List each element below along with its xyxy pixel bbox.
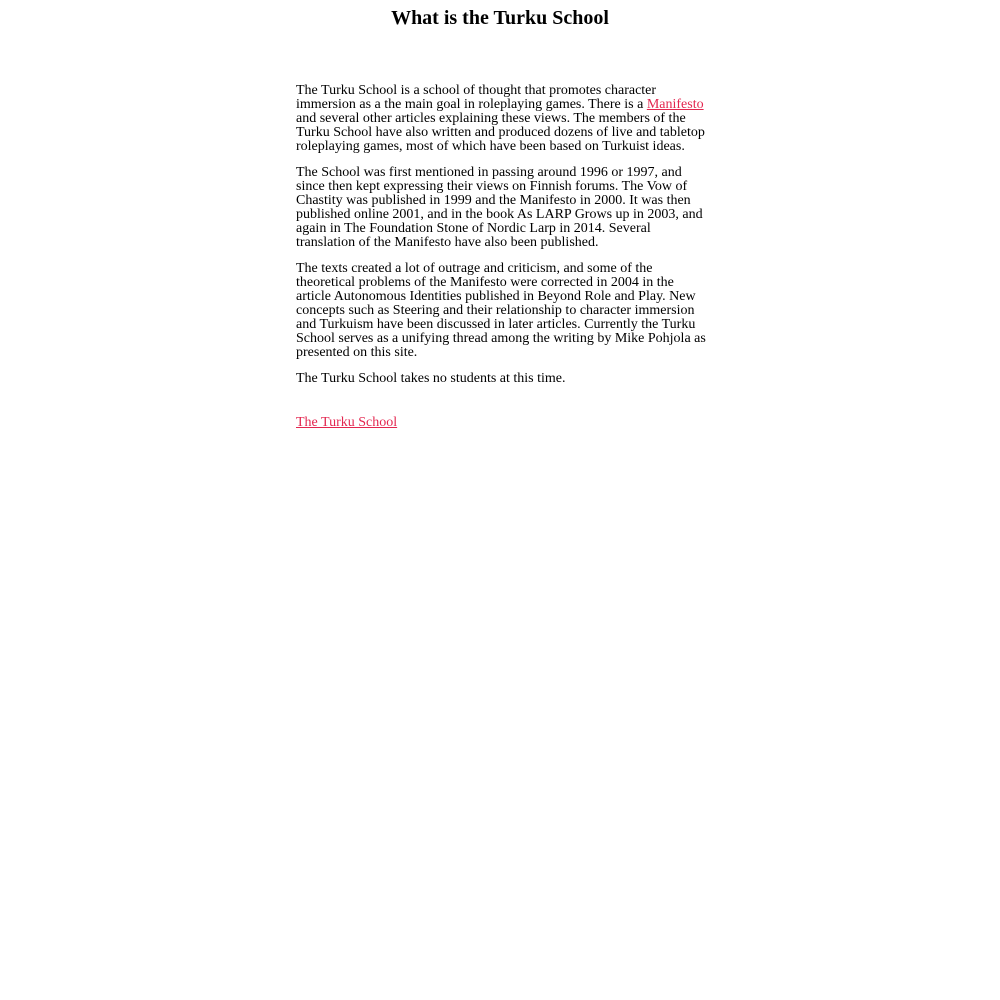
footer <box>296 416 397 430</box>
paragraph-intro-text-after: and several other articles explaining these views. The members of the Turku School have also written and produced dozens of live and tabletop roleplaying games, most of which have been based on Turkuist ideas. <box>296 111 705 154</box>
paragraph-history: The School was first mentioned in passing around 1996 or 1997, and since then kept expressing their views on Finnish forums. The Vow of Chastity was published in 1999 and the Manifesto in 2000. It was then published online 2001, and in the book As LARP Grows up in 2003, and again in The Foundation Stone of Nordic Larp in 2014. Several translation of the Manifesto have also been published. <box>296 165 703 250</box>
page-title: What is the Turku School <box>391 7 609 29</box>
paragraph-intro-text-before: The Turku School is a school of thought that promotes character immersion as a the main goal in roleplaying games. There is a <box>296 83 657 112</box>
turku-school-home-link[interactable]: The Turku School <box>296 415 398 430</box>
paragraph-students: The Turku School takes no students at this time. <box>296 371 566 386</box>
paragraph-criticism: The texts created a lot of outrage and criticism, and some of the theoretical problems of the Manifesto were corrected in 2004 in the article Autonomous Identities published in Beyond Role and Play. New concepts such as Steering and their relationship to character immersion and Turkuism have been discussed in later articles. Currently the Turku School serves as a unifying thread among the writing by Mike Pohjola as presented on this site. <box>296 261 706 360</box>
paragraph-intro <box>296 84 708 154</box>
article-body <box>296 84 708 398</box>
manifesto-link[interactable]: Manifesto <box>646 97 704 112</box>
